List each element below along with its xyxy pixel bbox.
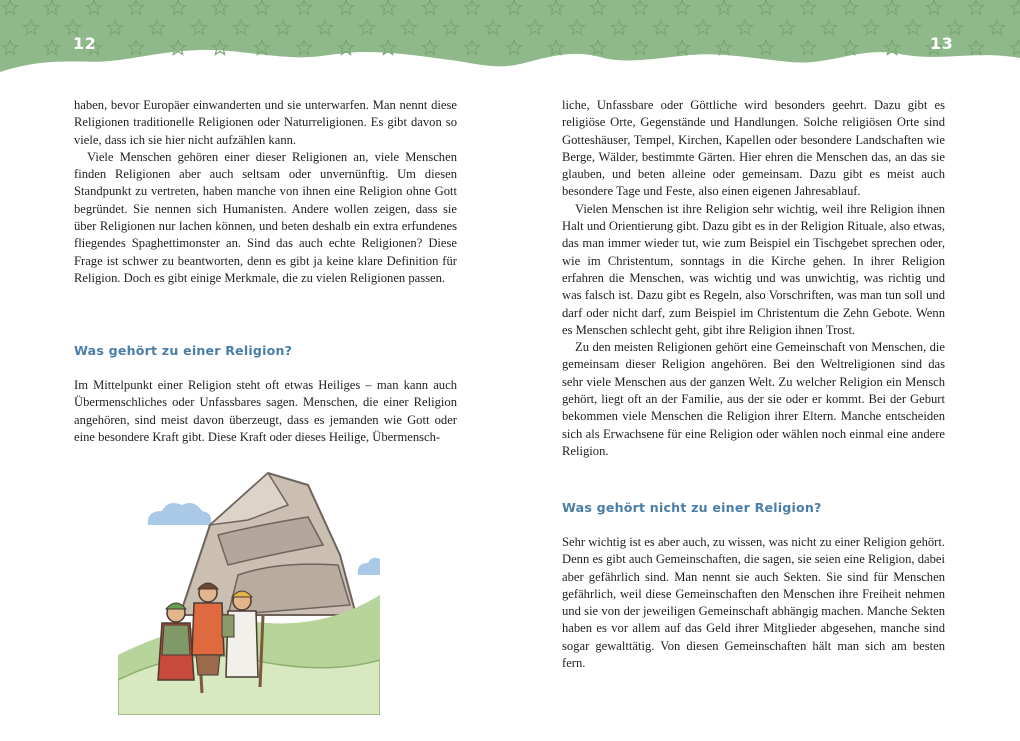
left-paragraph-2: Viele Menschen gehören einer dieser Religionen an, viele Menschen finden Religionen aber auch seltsam oder unvernünftig. Um diesen Standpunkt zu vertreten, haben manche von ihnen eine Religion ohne Gott begründet. Sie nennen sich Humanisten. Andere wollen zeigen, dass sie über Religionen nur lachen können, und beten deshalb ein extra erfundenes fliegendes Spaghettimonster an. Sind das auch echte Religionen? Diese Frage ist schwer zu beantworten, denn es gibt ja keine klare Definition für Religion. Doch es gibt einige Merkmale, die zu vielen Religionen passen. (74, 149, 457, 285)
section-heading-right: Was gehört nicht zu einer Religion? (562, 500, 822, 515)
left-paragraph-1: haben, bevor Europäer einwanderten und sie unterwarfen. Man nennt diese Religionen traditionelle Religionen oder Naturreligionen. Es gibt davon so viele, dass ich sie hier nicht aufzählen kann. (74, 98, 457, 147)
page-number-left: 12 (73, 34, 97, 53)
right-paragraph-4: Sehr wichtig ist es aber auch, zu wissen, was nicht zu einer Religion gehört. Denn es gibt auch Gemeinschaften, die sagen, sie seien eine Religion, dabei aber gefährlich sind. Man nennt sie auch Sekten. Sie sind für Menschen gefährlich, weil diese Gemeinschaften den Menschen ihre Freiheit nehmen und sie von der jeweiligen Gemeinschaft abhängig machen. Manche Sekten haben es vor allem auf das Geld ihrer Mitglieder abgesehen, manche sind sogar gewalttätig. Von diesen Gemeinschaften hält man sich am besten fern. (562, 535, 945, 671)
right-section (562, 499, 945, 516)
right-paragraph-1: liche, Unfassbare oder Göttliche wird besonders geehrt. Dazu gibt es religiöse Orte, Gegenstände und Handlungen. Solche religiösen Orte sind Gotteshäuser, Tempel, Kirchen, Kapellen oder besondere Landschaften wie Berge, Wälder, bestimmte Gärten. Hier ehren die Menschen das, an das sie glauben, und beten alleine oder gemeinsam. Dazu gibt es meist auch besondere Tage und Feste, also einen eigenen Jahresablauf. (562, 98, 945, 199)
right-paragraph-3: Zu den meisten Religionen gehört eine Gemeinschaft von Menschen, die gemeinsam dieser Religion angehören. Bei den Weltreligionen sind das sehr viele Menschen aus der ganzen Welt. Zu welcher Religion ein Mensch gehört, liegt oft an der Familie, aus der sie oder er kommt. Bei der Geburt bekommen viele Menschen die Religion ihrer Eltern. Manche entscheiden sich als Erwachsene für eine Religion oder wählen noch einmal eine andere Religion. (562, 340, 945, 458)
header-banner (0, 0, 1020, 80)
right-page-body-2 (562, 534, 945, 672)
cloud-left (148, 503, 211, 525)
left-section (74, 342, 457, 359)
cloud-right (358, 558, 380, 575)
left-paragraph-3: Im Mittelpunkt einer Religion steht oft etwas Heiliges – man kann auch Übermenschliches oder Unfassbares sagen. Menschen, die einer Religion angehören, sind meist davon überzeugt, dass es jemanden wie Gott oder eine besondere Kraft gibt. Diese Kraft oder dieses Heilige, Übermensch- (74, 378, 457, 444)
section-heading-left: Was gehört zu einer Religion? (74, 343, 293, 358)
pilgrims-mountain-illustration (118, 465, 380, 715)
page-number-right: 13 (930, 34, 954, 53)
right-page-body (562, 97, 945, 460)
left-page-body (74, 97, 457, 287)
right-paragraph-2: Vielen Menschen ist ihre Religion sehr wichtig, weil ihre Religion ihnen Halt und Orientierung gibt. Dazu gibt es in der Religion Rituale, also etwas, das man immer wieder tut, wie zum Beispiel ein Tischgebet sprechen oder, wie im Christentum, sonntags in die Kirche gehen. In ihrer Religion erfahren die Menschen, was wichtig und was unwichtig, was richtig und was falsch ist. Dazu gibt es Regeln, also Vorschriften, was man tun soll und darf oder nicht darf, zum Beispiel im Christentum die Zehn Gebote. Wenn es Menschen schlecht geht, gibt ihre Religion ihnen Trost. (562, 201, 945, 337)
left-page-body-2 (74, 377, 457, 446)
